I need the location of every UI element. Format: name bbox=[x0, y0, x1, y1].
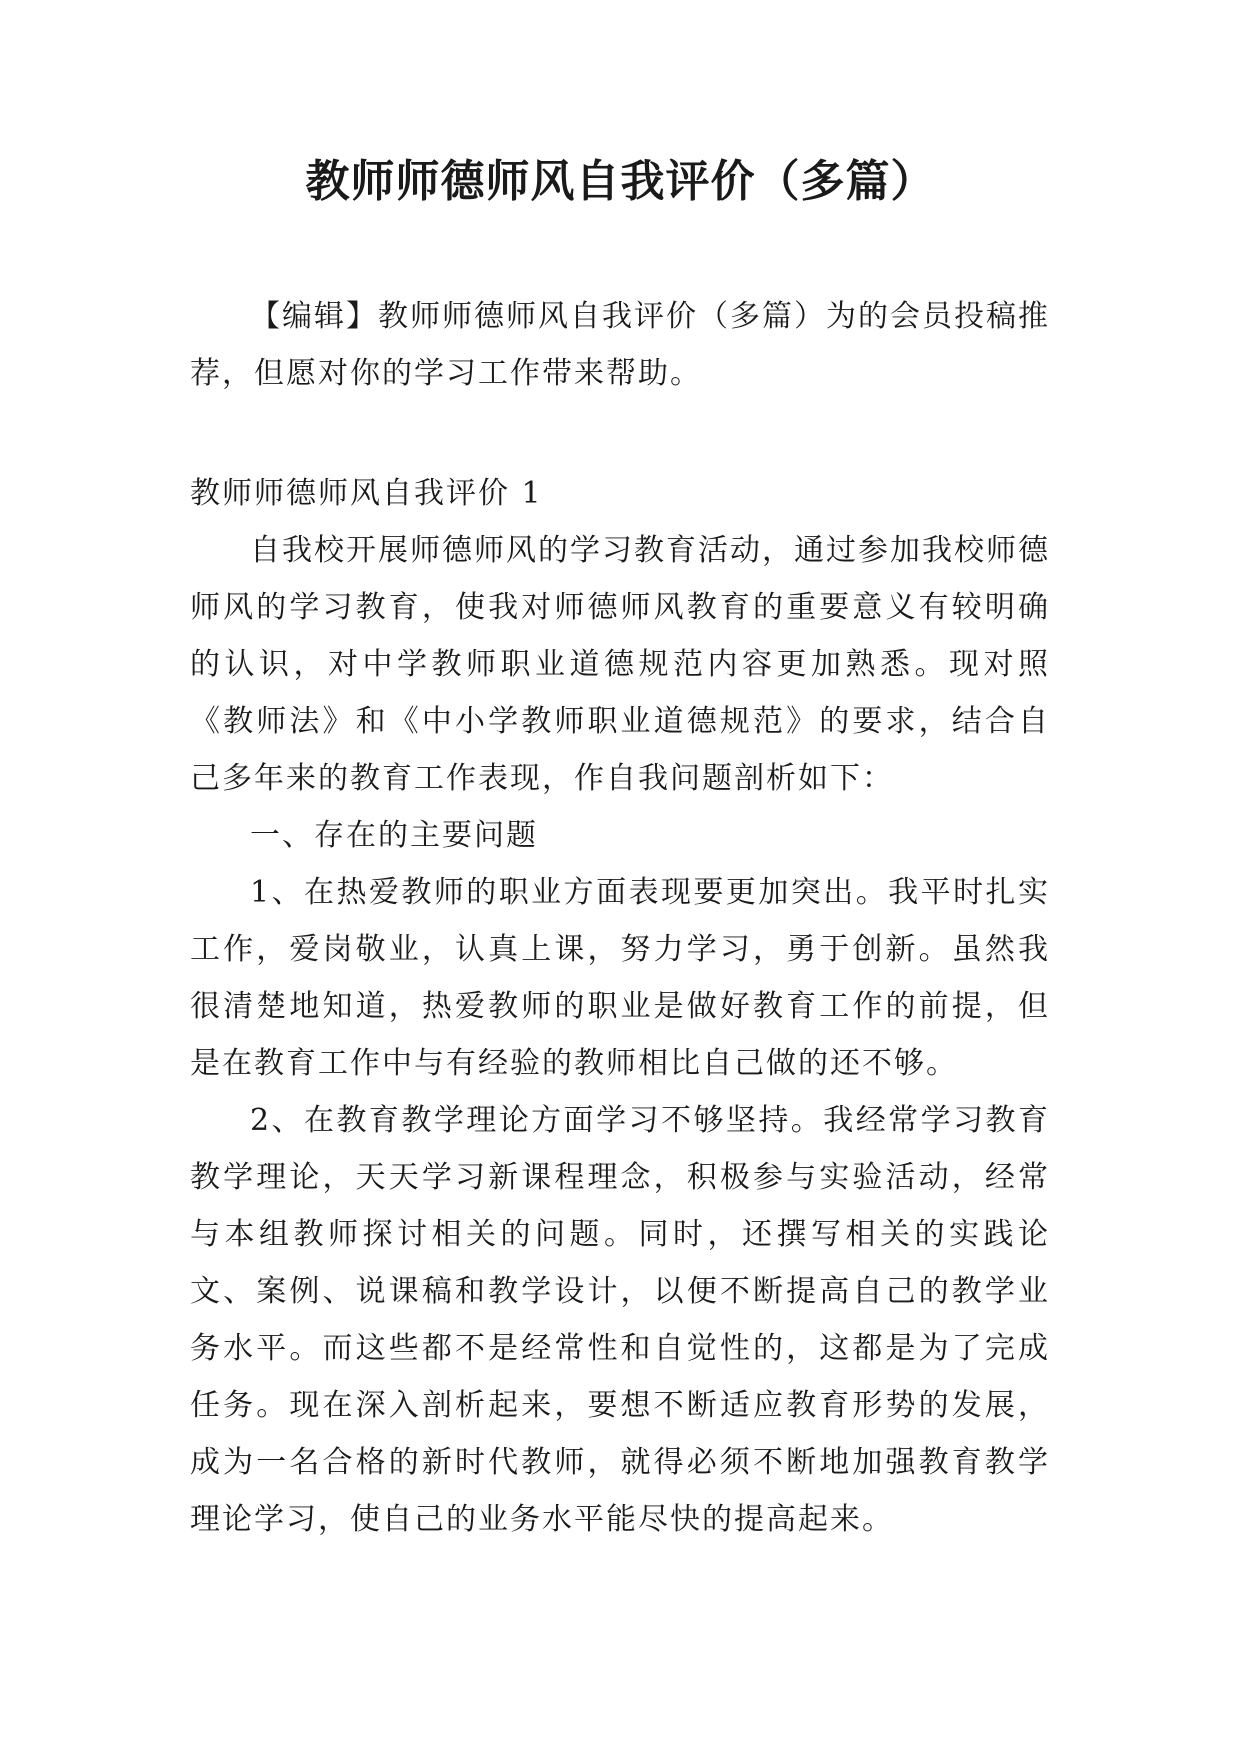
section-heading: 教师师德师风自我评价 1 bbox=[190, 476, 543, 511]
intro-paragraph: 【编辑】教师师德师风自我评价（多篇）为的会员投稿推荐，但愿对你的学习工作带来帮助。 bbox=[190, 299, 1050, 391]
paragraph: 自我校开展师德师风的学习教育活动，通过参加我校师德师风的学习教育，使我对师德师风教育的重要意义有较明确的认识，对中学教师职业道德规范内容更加熟悉。现对照《教师法》和《中小学教师职业道德规范》的要求，结合自己多年来的教育工作表现，作自我问题剖析如下： bbox=[190, 533, 1050, 796]
document-title: 教师师德师风自我评价（多篇） bbox=[305, 156, 936, 207]
section-block bbox=[190, 465, 1050, 1548]
paragraph: 2、在教育教学理论方面学习不够坚持。我经常学习教育教学理论，天天学习新课程理念，积极参与实验活动，经常与本组教师探讨相关的问题。同时，还撰写相关的实践论文、案例、说课稿和教学设计，以便不断提高自己的教学业务水平。而这些都不是经常性和自觉性的，这都是为了完成任务。现在深入剖析起来，要想不断适应教育形势的发展，成为一名合格的新时代教师，就得必须不断地加强教育教学理论学习，使自己的业务水平能尽快的提高起来。 bbox=[190, 1103, 1050, 1537]
intro-block bbox=[190, 288, 1050, 402]
paragraph: 1、在热爱教师的职业方面表现要更加突出。我平时扎实工作，爱岗敬业，认真上课，努力学习，勇于创新。虽然我很清楚地知道，热爱教师的职业是做好教育工作的前提，但是在教育工作中与有经验的教师相比自己做的还不够。 bbox=[190, 875, 1050, 1081]
subheading: 一、存在的主要问题 bbox=[250, 818, 538, 853]
